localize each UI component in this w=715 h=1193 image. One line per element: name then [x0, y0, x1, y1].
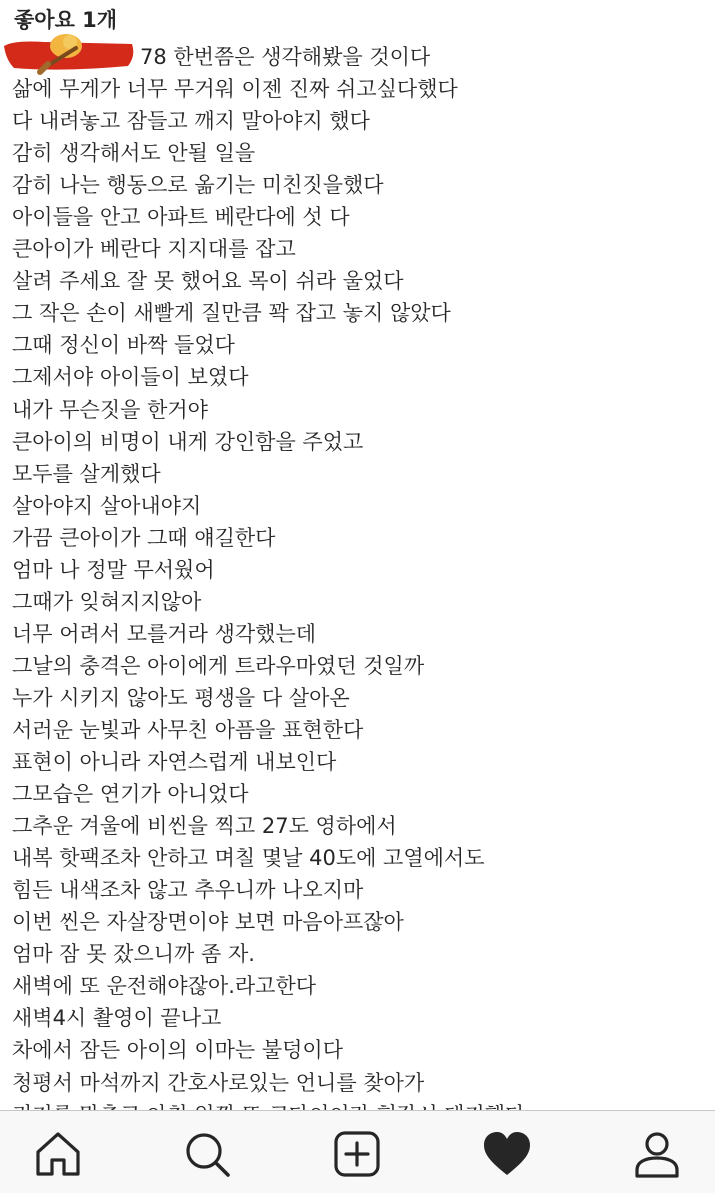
tab-new-post[interactable]	[332, 1129, 382, 1179]
caption-line: 서러운 눈빛과 사무친 아픔을 표현한다	[12, 717, 364, 742]
tab-activity[interactable]	[482, 1129, 532, 1179]
caption-line: 감히 나는 행동으로 옮기는 미친짓을했다	[12, 173, 384, 198]
profile-icon	[633, 1130, 681, 1178]
caption-line: 엄마 나 정말 무서웠어	[12, 557, 215, 582]
caption-line: 살려 주세요 잘 못 했어요 목이 쉬라 울었다	[12, 269, 404, 294]
caption-line: 새벽4시 촬영이 끝나고	[12, 1006, 222, 1031]
caption-line: 다 내려놓고 잠들고 깨지 말아야지 했다	[12, 109, 370, 134]
caption-line: 새벽에 또 운전해야잖아.라고한다	[12, 974, 317, 999]
caption-line: 청평서 마석까지 간호사로있는 언니를 찾아가	[12, 1070, 425, 1095]
likes-count[interactable]: 좋아요 1개	[14, 8, 118, 32]
caption-line: 아이들을 안고 아파트 베란다에 섯 다	[12, 205, 350, 230]
heart-filled-icon	[482, 1131, 532, 1177]
bottom-tab-bar	[0, 1110, 715, 1193]
caption-line: 그때가 잊혀지지않아	[12, 589, 202, 614]
caption-text	[12, 41, 712, 1131]
caption-line: 내가 무슨짓을 한거야	[12, 397, 208, 422]
caption-line: 이번 씬은 자살장면이야 보면 마음아프잖아	[12, 910, 404, 935]
caption-line: 그제서야 아이들이 보였다	[12, 365, 249, 390]
caption-line: 표현이 아니라 자연스럽게 내보인다	[12, 750, 337, 775]
caption-line: 내복 핫팩조차 안하고 며칠 몇날 40도에 고열에서도	[12, 846, 485, 871]
caption-line: 그날의 충격은 아이에게 트라우마였던 것일까	[12, 653, 425, 678]
caption-line: 누가 시키지 않아도 평생을 다 살아온	[12, 685, 350, 710]
caption-line: 감히 생각해서도 안될 일을	[12, 141, 256, 166]
caption-line: 살아야지 살아내야지	[12, 493, 202, 518]
tab-search[interactable]	[182, 1129, 232, 1179]
caption-line: 큰아이의 비명이 내게 강인함을 주었고	[12, 429, 364, 454]
caption-line: 그 작은 손이 새빨게 질만큼 꽉 잡고 놓지 않았다	[12, 301, 451, 326]
search-icon	[183, 1130, 231, 1178]
caption-line: 가끔 큰아이가 그때 얘길한다	[12, 525, 276, 550]
caption-line: 78 한번쯤은 생각해봤을 것이다	[140, 45, 431, 69]
home-icon	[34, 1130, 82, 1178]
caption-line: 그모습은 연기가 아니었다	[12, 782, 249, 807]
caption-line: 너무 어려서 모를거라 생각했는데	[12, 621, 317, 646]
caption-line: 엄마 잠 못 잤으니까 좀 자.	[12, 942, 255, 967]
caption-line: 삶에 무게가 너무 무거워 이젠 진짜 쉬고싶다했다	[12, 77, 458, 102]
plus-square-icon	[333, 1130, 381, 1178]
tab-home[interactable]	[33, 1129, 83, 1179]
tab-profile[interactable]	[632, 1129, 682, 1179]
caption-line: 그추운 겨울에 비씬을 찍고 27도 영하에서	[12, 814, 397, 839]
caption-line: 큰아이가 베란다 지지대를 잡고	[12, 237, 296, 262]
caption-line: 차에서 잠든 아이의 이마는 불덩이다	[12, 1038, 343, 1063]
caption-line: 힘든 내색조차 않고 추우니까 나오지마	[12, 878, 364, 903]
caption-line: 그때 정신이 바짝 들었다	[12, 333, 235, 358]
caption-line: 모두를 살게했다	[12, 461, 161, 486]
